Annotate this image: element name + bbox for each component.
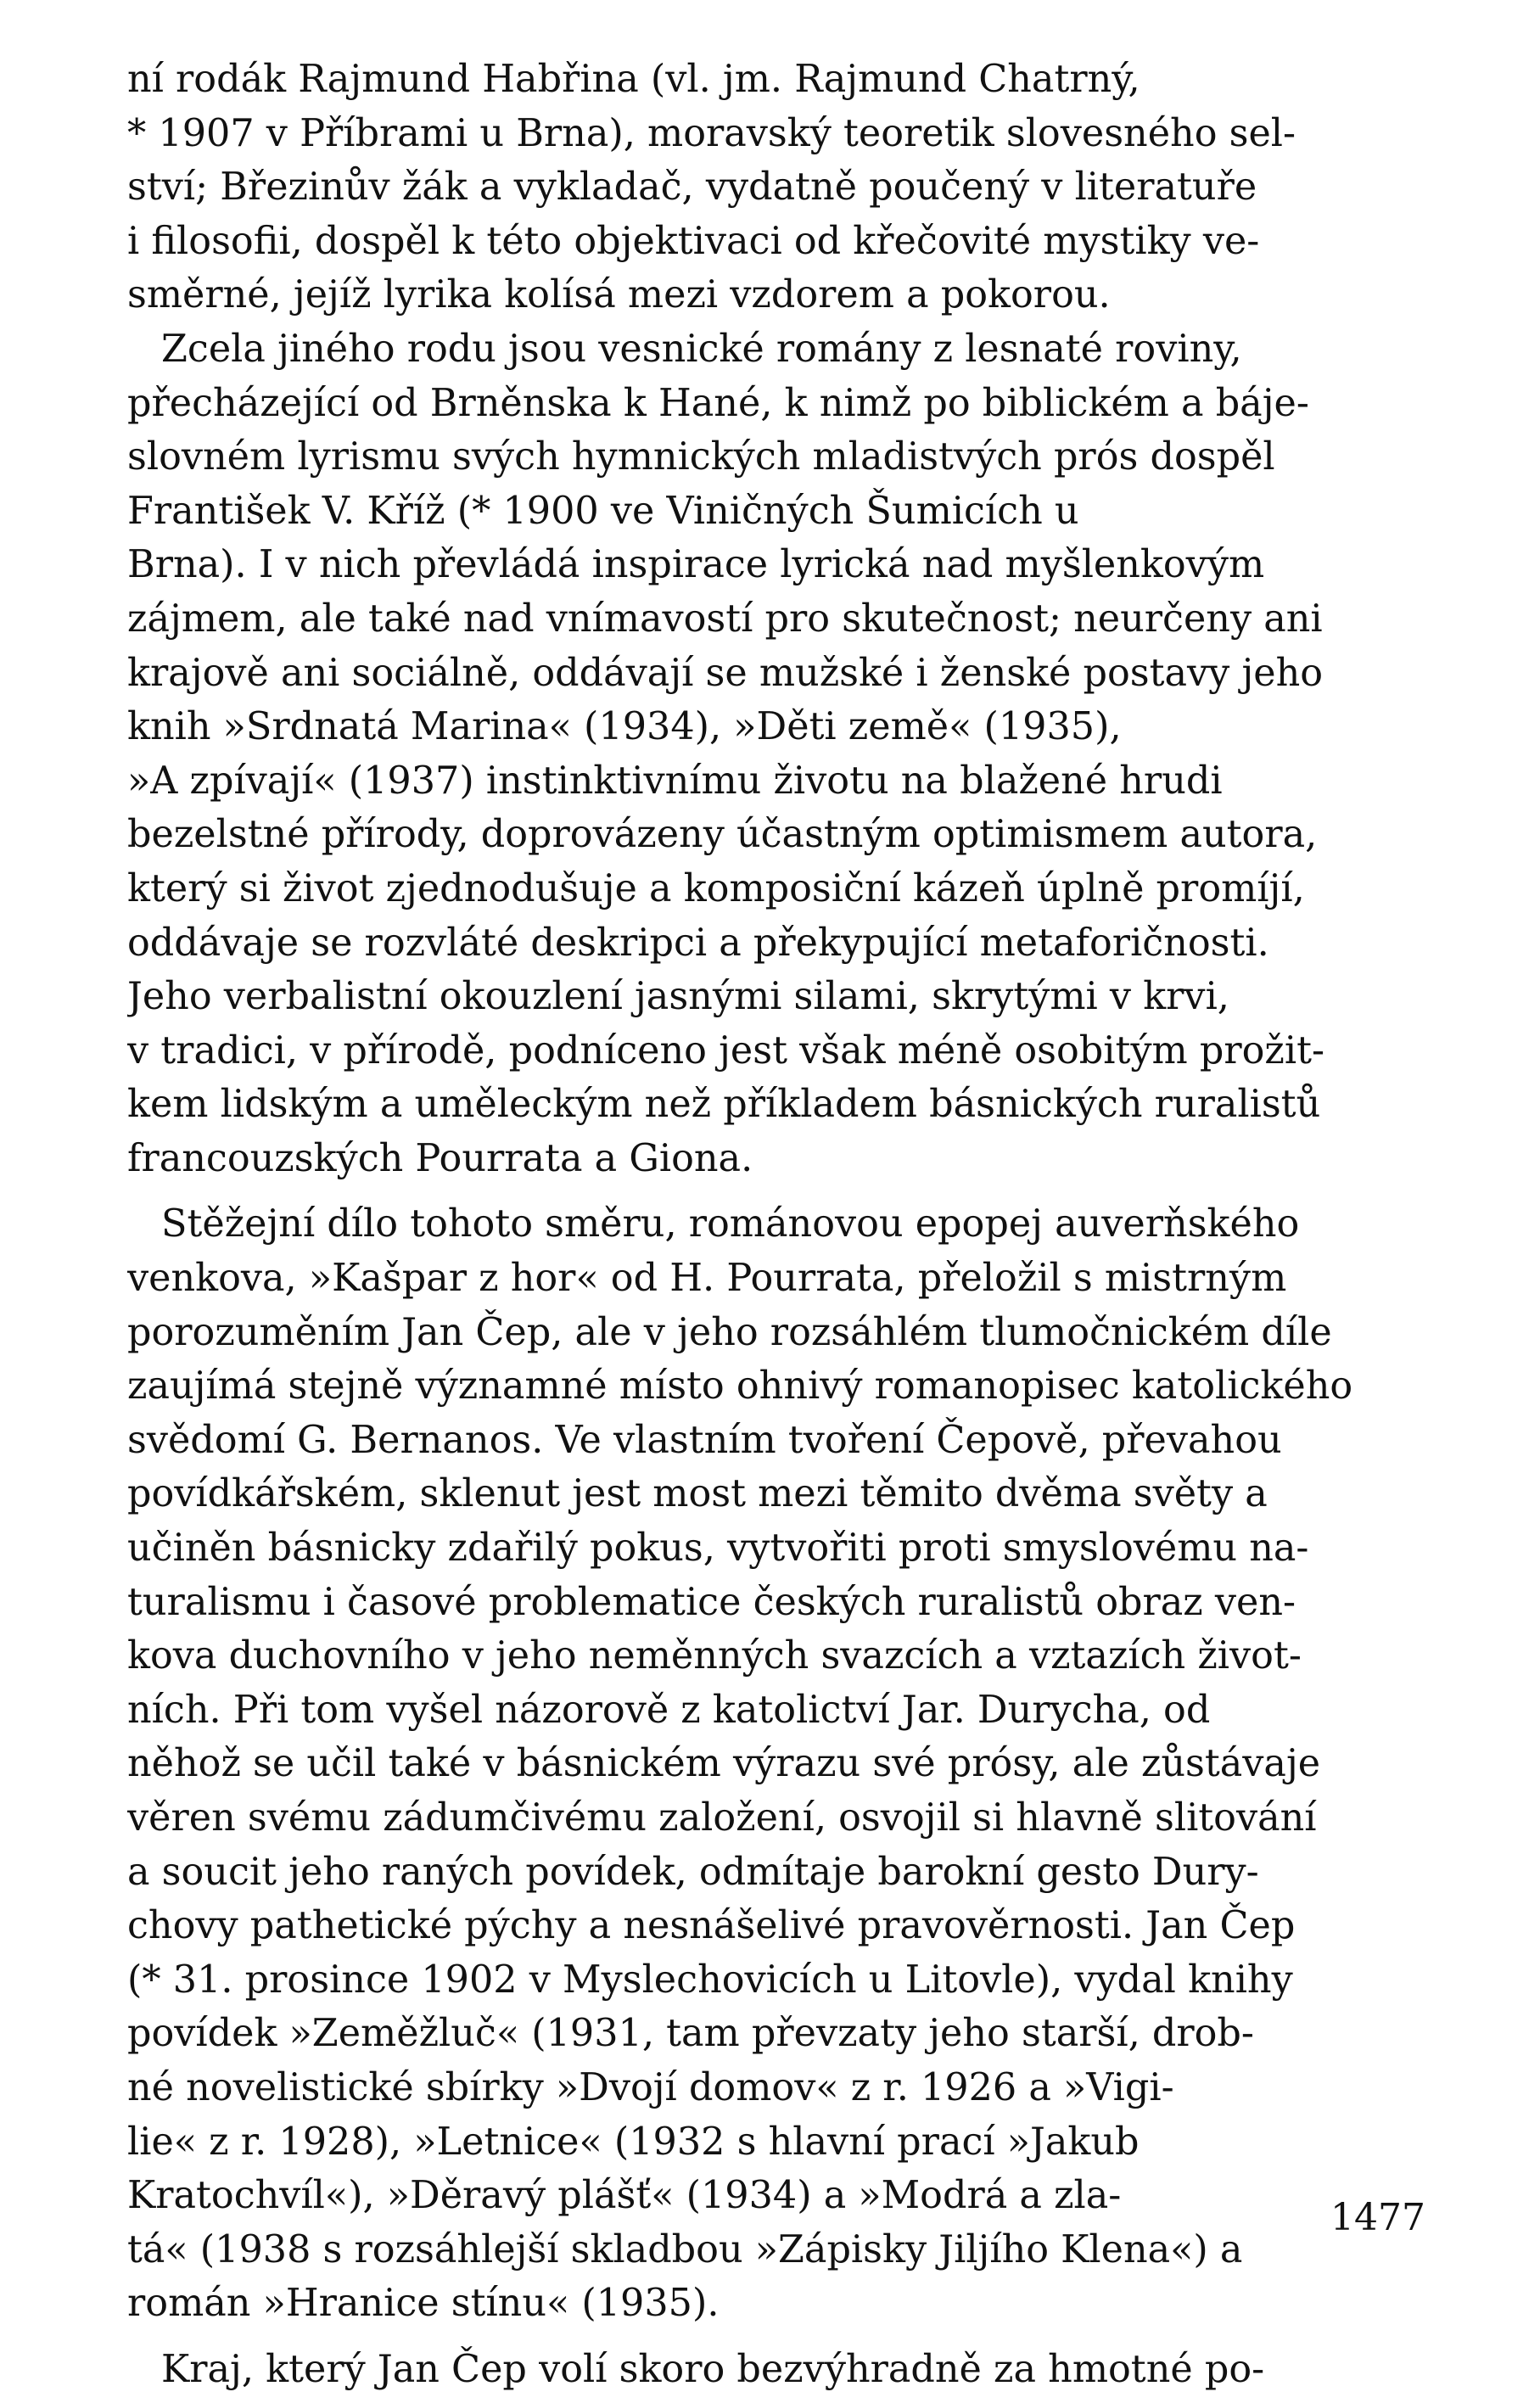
text-line: (* 31. prosince 1902 v Myslechovicích u Litovle), vydal knihy: [127, 1958, 1293, 2002]
text-line: oddávaje se rozvláté deskripci a překypující metaforičnosti.: [127, 921, 1269, 965]
text-line: * 1907 v Příbrami u Brna), moravský teoretik slovesného sel-: [127, 111, 1296, 155]
text-line: knih »Srdnatá Marina« (1934), »Děti země« (1935),: [127, 705, 1122, 749]
paragraph-gap: [127, 2331, 1421, 2343]
text-line: v tradici, v přírodě, podníceno jest však méně osobitým prožit-: [127, 1028, 1325, 1073]
text-line: povídkářském, sklenut jest most mezi těmito dvěma světy a: [127, 1472, 1268, 1516]
text-line: zaujímá stejně významné místo ohnivý romanopisec katolického: [127, 1364, 1353, 1409]
text-line: kem lidským a uměleckým než příkladem básnických ruralistů: [127, 1083, 1321, 1127]
text-line: Kratochvíl«), »Děravý plášť« (1934) a »Modrá a zla-: [127, 2174, 1122, 2218]
text-line: venkova, »Kašpar z hor« od H. Pourrata, přeložil s mistrným: [127, 1257, 1287, 1301]
text-line: román »Hranice stínu« (1935).: [127, 2282, 720, 2326]
text-line: věren svému zádumčivému založení, osvojil si hlavně slitování: [127, 1796, 1317, 1840]
text-line: něhož se učil také v básnickém výrazu své prósy, ale zůstávaje: [127, 1742, 1321, 1786]
text-line: zájmem, ale také nad vnímavostí pro skutečnost; neurčeny ani: [127, 597, 1323, 641]
text-line: přecházející od Brněnska k Hané, k nimž po biblickém a báje-: [127, 381, 1309, 425]
text-line: »A zpívají« (1937) instinktivnímu životu na blažené hrudi: [127, 759, 1223, 803]
text-line: i filosofii, dospěl k této objektivaci od křečovité mystiky ve-: [127, 219, 1260, 263]
text-line: Jeho verbalistní okouzlení jasnými silami, skrytými v krvi,: [127, 975, 1229, 1019]
text-line: povídek »Zeměžluč« (1931, tam převzaty jeho starší, drob-: [127, 2012, 1254, 2056]
text-line: směrné, jejíž lyrika kolísá mezi vzdorem a pokorou.: [127, 273, 1111, 317]
text-line: tá« (1938 s rozsáhlejší skladbou »Zápisky Jiljího Klena«) a: [127, 2227, 1243, 2271]
text-line: slovném lyrismu svých hymnických mladistvých prós dospěl: [127, 435, 1275, 479]
text-line: krajově ani sociálně, oddávají se mužské i ženské postavy jeho: [127, 651, 1324, 695]
text-line: a soucit jeho raných povídek, odmítaje barokní gesto Dury-: [127, 1850, 1259, 1894]
text-line: František V. Kříž (* 1900 ve Viničných Šumicích u: [127, 489, 1079, 533]
text-line: turalismu i časové problematice českých ruralistů obraz ven-: [127, 1580, 1296, 1624]
text-line: lie« z r. 1928), »Letnice« (1932 s hlavní prací »Jakub: [127, 2120, 1140, 2164]
text-line: chovy pathetické pýchy a nesnášelivé pravověrnosti. Jan Čep: [127, 1904, 1296, 1948]
text-line: bezelstné přírody, doprovázeny účastným optimismem autora,: [127, 813, 1318, 857]
text-body: [127, 53, 1421, 2391]
text-line: svědomí G. Bernanos. Ve vlastním tvoření Čepově, převahou: [127, 1418, 1282, 1462]
text-line: Kraj, který Jan Čep volí skoro bezvýhradně za hmotné po-: [161, 2347, 1265, 2391]
text-line: Stěžejní dílo tohoto směru, románovou epopej auverňského: [161, 1202, 1300, 1246]
page-number: 1477: [1330, 2196, 1425, 2239]
text-line: ství; Březinův žák a vykladač, vydatně poučený v literatuře: [127, 165, 1257, 210]
text-line: Brna). I v nich převládá inspirace lyrická nad myšlenkovým: [127, 543, 1265, 587]
text-line: francouzských Pourrata a Giona.: [127, 1136, 753, 1180]
text-line: porozuměním Jan Čep, ale v jeho rozsáhlém tlumočnickém díle: [127, 1310, 1332, 1354]
text-line: učiněn básnicky zdařilý pokus, vytvořiti proti smyslovému na-: [127, 1526, 1309, 1571]
text-line: kova duchovního v jeho neměnných svazcích a vztazích život-: [127, 1634, 1302, 1678]
text-line: Zcela jiného rodu jsou vesnické romány z lesnaté roviny,: [161, 327, 1242, 371]
text-line: ních. Při tom vyšel názorově z katolictví Jar. Durycha, od: [127, 1688, 1211, 1732]
text-line: který si život zjednodušuje a komposiční kázeň úplně promíjí,: [127, 866, 1305, 910]
text-line: né novelistické sbírky »Dvojí domov« z r. 1926 a »Vigi-: [127, 2065, 1174, 2109]
text-line: ní rodák Rajmund Habřina (vl. jm. Rajmund Chatrný,: [127, 58, 1140, 101]
paragraph-gap: [127, 1185, 1421, 1197]
